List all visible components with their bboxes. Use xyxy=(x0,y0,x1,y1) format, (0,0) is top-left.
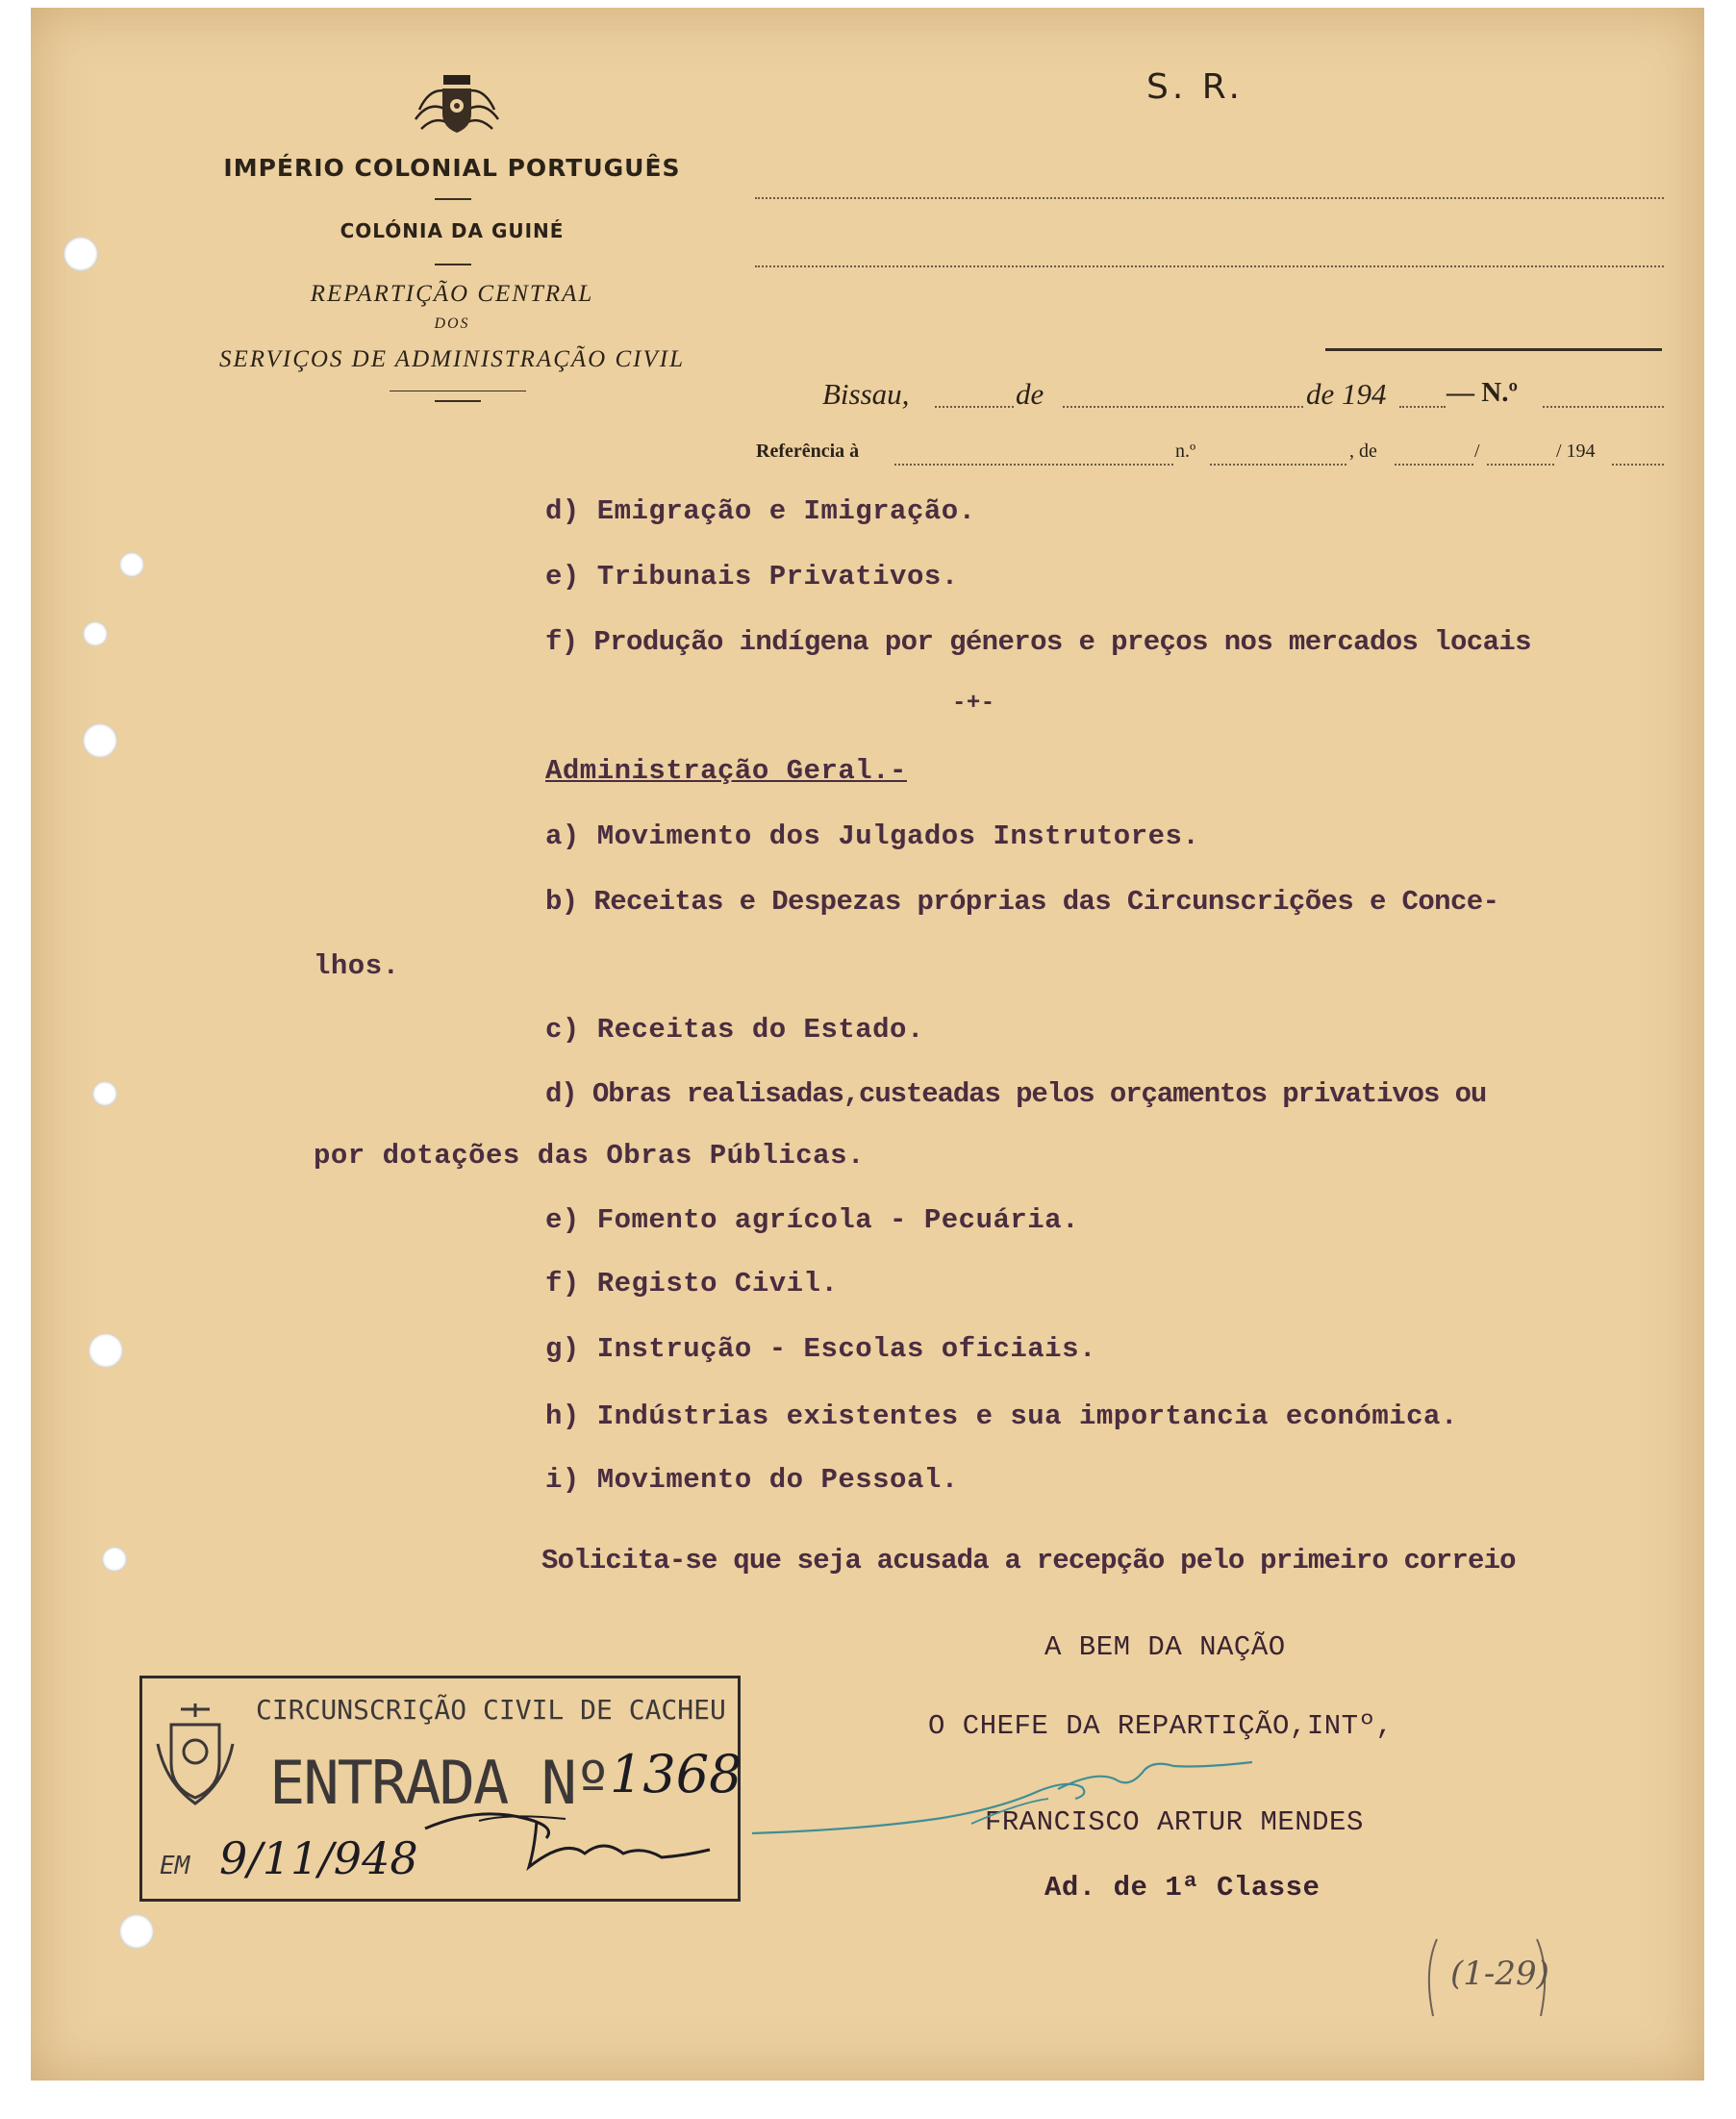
date-month-field xyxy=(1063,406,1303,408)
stamp-entrada-label: ENTRADA Nº xyxy=(269,1748,610,1818)
divider xyxy=(435,198,471,200)
body-line: Solicita-se que seja acusada a recepção pelo primeiro correio xyxy=(541,1545,1516,1577)
signature-drawing xyxy=(750,1741,1270,1847)
body-line: h) Indústrias existentes e sua importancia económica. xyxy=(545,1400,1458,1432)
punch-hole xyxy=(102,1547,127,1572)
addressee-line xyxy=(755,197,1664,199)
reference-number-field xyxy=(1210,464,1346,466)
reference-slash: / xyxy=(1474,441,1480,462)
date-year-label: de 194 xyxy=(1306,377,1387,411)
closing-title: O CHEFE DA REPARTIÇÃO,INTº, xyxy=(928,1710,1394,1742)
body-line: e) Fomento agrícola - Pecuária. xyxy=(545,1204,1079,1236)
body-line: d) Obras realisadas,custeadas pelos orçamentos privativos ou xyxy=(545,1078,1487,1110)
stamp-signature-drawing xyxy=(421,1800,729,1886)
section-heading: Administração Geral.- xyxy=(545,755,907,787)
punch-hole xyxy=(83,621,108,646)
signatory-name: FRANCISCO ARTUR MENDES xyxy=(985,1806,1364,1838)
body-line: f) Produção indígena por géneros e preços nos mercados locais xyxy=(545,626,1531,658)
date-de-label: de xyxy=(1016,377,1044,411)
stamp-em-label: EM xyxy=(160,1852,190,1880)
closing-motto: A BEM DA NAÇÃO xyxy=(1044,1631,1286,1663)
date-day-field xyxy=(935,406,1014,408)
date-place: Bissau, xyxy=(822,377,910,411)
addressee-line xyxy=(1325,348,1662,351)
body-line: a) Movimento dos Julgados Instrutores. xyxy=(545,820,1200,852)
divider xyxy=(435,400,481,402)
body-line: g) Instrução - Escolas oficiais. xyxy=(545,1333,1096,1365)
coat-of-arms-icon xyxy=(412,71,502,142)
punch-hole xyxy=(119,552,144,577)
date-year-field xyxy=(1399,406,1446,408)
reference-label: Referência à xyxy=(756,441,860,462)
stamp-entry-number: 1368 xyxy=(610,1744,742,1804)
body-line: i) Movimento do Pessoal. xyxy=(545,1464,959,1496)
stamp-header: CIRCUNSCRIÇÃO CIVIL DE CACHEU xyxy=(256,1694,726,1726)
archive-mark: (1-29) xyxy=(1450,1955,1549,1993)
punch-hole xyxy=(63,237,98,271)
letterhead-colony: COLÓNIA DA GUINÉ xyxy=(340,219,565,242)
body-line: lhos. xyxy=(314,950,400,982)
reference-year: / 194 xyxy=(1556,441,1596,462)
punch-hole xyxy=(119,1914,154,1949)
letterhead-department: REPARTIÇÃO CENTRAL xyxy=(310,281,594,307)
stamp-date: 9/11/948 xyxy=(219,1832,418,1884)
letterhead-empire: IMPÉRIO COLONIAL PORTUGUÊS xyxy=(223,154,681,182)
date-number-label: — N.º xyxy=(1447,377,1519,408)
punch-hole xyxy=(92,1081,117,1106)
reference-de-label: , de xyxy=(1349,441,1377,462)
reference-number-label: n.º xyxy=(1175,441,1196,462)
stamp-crest-icon xyxy=(152,1696,239,1811)
body-line: e) Tribunais Privativos. xyxy=(545,561,959,593)
reference-field xyxy=(894,464,1173,466)
punch-hole xyxy=(83,723,117,758)
reference-year-field xyxy=(1612,464,1664,466)
divider xyxy=(435,264,471,265)
punch-hole xyxy=(88,1333,123,1368)
body-line: f) Registo Civil. xyxy=(545,1268,839,1299)
reference-day-field xyxy=(1395,464,1473,466)
letterhead-dos: DOS xyxy=(434,315,470,332)
body-line: d) Emigração e Imigração. xyxy=(545,495,976,527)
signatory-rank: Ad. de 1ª Classe xyxy=(1044,1872,1321,1904)
body-line: c) Receitas do Estado. xyxy=(545,1014,924,1046)
sr-mark: S. R. xyxy=(1146,67,1244,107)
reference-month-field xyxy=(1487,464,1554,466)
section-separator: -+- xyxy=(952,691,995,717)
body-line: por dotações das Obras Públicas. xyxy=(314,1140,865,1172)
entry-stamp xyxy=(139,1676,741,1902)
letterhead-services: SERVIÇOS DE ADMINISTRAÇÃO CIVIL xyxy=(219,346,685,372)
body-line: b) Receitas e Despezas próprias das Circunscrições e Conce- xyxy=(545,886,1499,918)
addressee-line xyxy=(755,265,1664,267)
date-number-field xyxy=(1543,406,1664,408)
